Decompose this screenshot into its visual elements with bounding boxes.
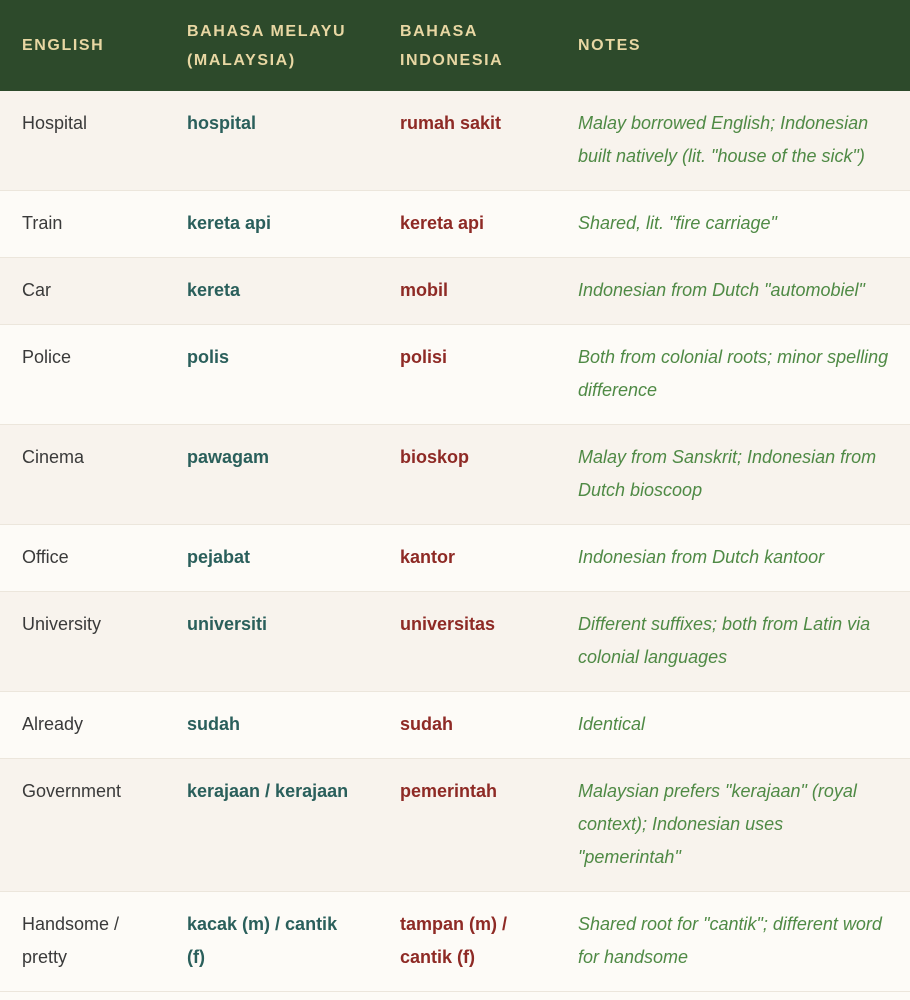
table-row [0, 425, 910, 525]
column-header-indonesian: BAHASA INDONESIA [400, 22, 504, 69]
cell-notes: Malaysian prefers "kerajaan" (royal context); Indonesian uses "pemerintah" [578, 781, 857, 867]
cell-indonesian: mobil [400, 280, 448, 300]
cell-english: Already [22, 714, 84, 734]
table-row [0, 258, 910, 325]
cell-notes: Shared, lit. "fire carriage" [578, 213, 777, 233]
cell-english: Police [22, 347, 72, 367]
column-header-english: ENGLISH [22, 37, 105, 54]
cell-indonesian: kantor [400, 547, 456, 567]
table-row [0, 892, 910, 992]
cell-indonesian: sudah [400, 714, 454, 734]
cell-indonesian: polisi [400, 347, 448, 367]
table-row [0, 525, 910, 592]
cell-indonesian: pemerintah [400, 781, 498, 801]
header-row [0, 0, 910, 91]
cell-english: Car [22, 280, 52, 300]
cell-notes: Malay from Sanskrit; Indonesian from Dutch bioscoop [578, 447, 877, 500]
cell-notes: Indonesian from Dutch kantoor [578, 547, 825, 567]
cell-notes: Both from colonial roots; minor spelling difference [578, 347, 889, 400]
column-header-malay: BAHASA MELAYU (MALAYSIA) [187, 22, 347, 69]
cell-english: Handsome / pretty [22, 914, 120, 967]
table-row [0, 759, 910, 892]
cell-notes: Different suffixes; both from Latin via colonial languages [578, 614, 871, 667]
cell-indonesian: rumah sakit [400, 113, 502, 133]
cell-indonesian: tampan (m) / cantik (f) [400, 914, 508, 967]
table-header [0, 0, 910, 91]
cell-indonesian: kereta api [400, 213, 485, 233]
table-row [0, 325, 910, 425]
cell-malay: kacak (m) / cantik (f) [187, 914, 338, 967]
table-row [0, 592, 910, 692]
cell-malay: pejabat [187, 547, 251, 567]
column-header-notes: NOTES [578, 37, 642, 54]
cell-malay: kereta [187, 280, 241, 300]
cell-english: Hospital [22, 113, 88, 133]
cell-notes: Indonesian from Dutch "automobiel" [578, 280, 865, 300]
table-row [0, 191, 910, 258]
table-row [0, 91, 910, 191]
cell-malay: universiti [187, 614, 268, 634]
cell-malay: pawagam [187, 447, 270, 467]
table-row [0, 692, 910, 759]
cell-malay: sudah [187, 714, 241, 734]
cell-malay: kerajaan / kerajaan [187, 781, 349, 801]
cell-english: Cinema [22, 447, 85, 467]
cell-english: Government [22, 781, 122, 801]
cell-malay: hospital [187, 113, 257, 133]
cell-indonesian: bioskop [400, 447, 470, 467]
cell-notes: Malay borrowed English; Indonesian built natively (lit. "house of the sick") [578, 113, 869, 166]
cell-notes: Identical [578, 714, 646, 734]
cell-notes: Shared root for "cantik"; different word for handsome [578, 914, 882, 967]
cell-indonesian: universitas [400, 614, 496, 634]
cell-english: Train [22, 213, 63, 233]
cell-malay: kereta api [187, 213, 272, 233]
table-body [0, 91, 910, 992]
cell-malay: polis [187, 347, 230, 367]
cell-english: University [22, 614, 102, 634]
cell-english: Office [22, 547, 69, 567]
